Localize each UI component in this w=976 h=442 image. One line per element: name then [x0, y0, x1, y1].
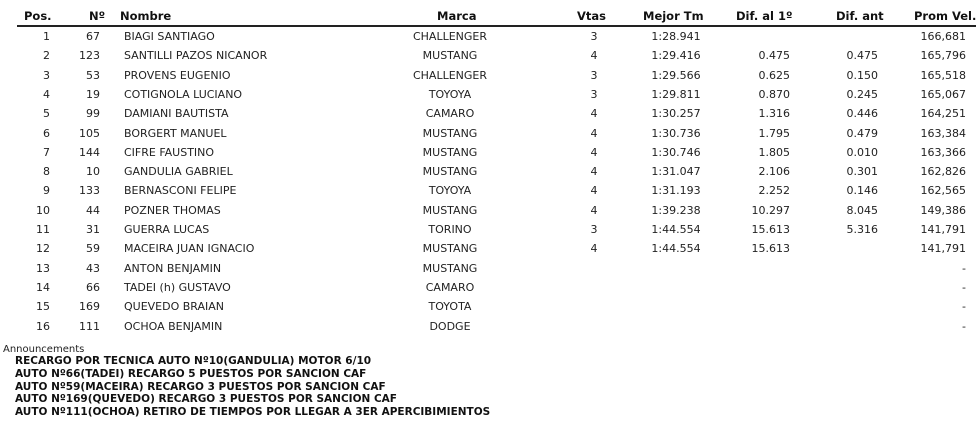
cell-marca: MUSTANG	[422, 203, 478, 217]
cell-pos: 9	[43, 184, 50, 198]
cell-mejor: 1:30.257	[651, 107, 701, 121]
cell-prom: 164,251	[920, 107, 966, 121]
cell-prom: 163,366	[920, 145, 966, 159]
cell-difant: 0.479	[846, 126, 878, 140]
cell-pos: 11	[36, 223, 50, 236]
cell-marca: CAMARO	[425, 280, 475, 294]
cell-vtas: 3	[590, 68, 598, 82]
cell-num: 105	[79, 126, 100, 140]
cell-nombre: QUEVEDO BRAIAN	[124, 300, 225, 314]
cell-pos: 7	[43, 145, 50, 159]
cell-nombre: MACEIRA JUAN IGNACIO	[124, 242, 255, 256]
header-vtas: Vtas	[577, 9, 607, 23]
cell-nombre: COTIGNOLA LUCIANO	[124, 87, 243, 101]
cell-vtas: 4	[590, 145, 598, 159]
cell-nombre: BIAGI SANTIAGO	[124, 30, 215, 43]
cell-prom: -	[962, 300, 966, 314]
header-marca: Marca	[437, 9, 477, 23]
cell-nombre: GUERRA LUCAS	[124, 223, 210, 236]
cell-marca: MUSTANG	[422, 165, 478, 179]
cell-num: 111	[79, 319, 100, 333]
cell-prom: 163,384	[920, 126, 966, 140]
cell-dif1: 2.252	[758, 184, 790, 198]
cell-pos: 1	[43, 30, 50, 43]
cell-nombre: GANDULIA GABRIEL	[124, 165, 233, 179]
cell-marca: MUSTANG	[422, 242, 478, 256]
cell-dif1: 1.316	[758, 107, 790, 121]
cell-marca: CHALLENGER	[412, 68, 488, 82]
cell-vtas: 4	[590, 242, 598, 256]
cell-num: 10	[86, 165, 100, 179]
cell-dif1: 15.613	[751, 223, 790, 236]
header-dif-ant: Dif. ant	[836, 9, 884, 23]
cell-num: 59	[86, 242, 100, 256]
cell-num: 53	[86, 68, 100, 82]
cell-marca: MUSTANG	[422, 126, 478, 140]
cell-nombre: TADEI (h) GUSTAVO	[124, 280, 231, 294]
announcement-line: AUTO Nº59(MACEIRA) RECARGO 3 PUESTOS POR SANCION CAF	[15, 380, 386, 393]
header-pos: Pos.	[24, 9, 52, 23]
cell-dif1: 2.106	[758, 165, 790, 179]
header-divider	[17, 25, 976, 27]
cell-num: 99	[86, 107, 100, 121]
cell-dif1: 0.870	[758, 87, 790, 101]
cell-pos: 13	[36, 261, 50, 275]
cell-vtas: 4	[590, 107, 598, 121]
announcement-line: RECARGO POR TECNICA AUTO Nº10(GANDULIA) MOTOR 6/10	[15, 355, 372, 367]
cell-mejor: 1:29.811	[651, 87, 701, 101]
cell-difant: 0.446	[846, 107, 878, 121]
cell-nombre: SANTILLI PAZOS NICANOR	[124, 49, 268, 63]
cell-prom: 165,518	[920, 68, 966, 82]
cell-pos: 16	[36, 319, 50, 333]
cell-mejor: 1:44.554	[651, 223, 701, 236]
announcement-line: AUTO Nº169(QUEVEDO) RECARGO 3 PUESTOS POR SANCION CAF	[15, 393, 397, 406]
cell-num: 67	[86, 30, 100, 43]
cell-difant: 0.245	[846, 87, 878, 101]
cell-mejor: 1:30.746	[651, 145, 701, 159]
cell-vtas: 4	[590, 126, 598, 140]
cell-nombre: ANTON BENJAMIN	[124, 261, 222, 275]
cell-pos: 14	[36, 280, 50, 294]
cell-prom: -	[962, 280, 966, 294]
cell-marca: MUSTANG	[422, 145, 478, 159]
cell-nombre: BERNASCONI FELIPE	[124, 184, 237, 198]
cell-marca: MUSTANG	[422, 49, 478, 63]
cell-pos: 6	[43, 126, 50, 140]
cell-nombre: CIFRE FAUSTINO	[124, 145, 215, 159]
cell-difant: 8.045	[846, 203, 878, 217]
cell-marca: CAMARO	[425, 107, 475, 121]
cell-prom: 165,796	[920, 49, 966, 63]
header-mejor-tm: Mejor Tm	[643, 9, 704, 23]
header-number: Nº	[89, 9, 106, 23]
cell-dif1: 0.475	[758, 49, 790, 63]
announcement-line: AUTO Nº111(OCHOA) RETIRO DE TIEMPOS POR LLEGAR A 3ER APERCIBIMIENTOS	[15, 406, 491, 419]
announcement-line: AUTO Nº66(TADEI) RECARGO 5 PUESTOS POR SANCION CAF	[15, 367, 367, 380]
cell-difant: 5.316	[846, 223, 878, 236]
cell-mejor: 1:28.941	[651, 30, 701, 43]
cell-prom: 149,386	[920, 203, 966, 217]
cell-dif1: 1.795	[758, 126, 790, 140]
header-dif-al-1: Dif. al 1º	[736, 9, 793, 23]
cell-mejor: 1:30.736	[651, 126, 701, 140]
cell-pos: 8	[43, 165, 50, 179]
cell-mejor: 1:31.047	[651, 165, 701, 179]
cell-num: 169	[79, 300, 100, 314]
cell-difant: 0.301	[846, 165, 878, 179]
cell-vtas: 3	[590, 30, 598, 43]
cell-pos: 3	[43, 68, 50, 82]
cell-vtas: 4	[590, 165, 598, 179]
cell-pos: 2	[43, 49, 50, 63]
header-nombre: Nombre	[120, 9, 172, 23]
cell-prom: 166,681	[920, 30, 966, 43]
cell-vtas: 4	[590, 184, 598, 198]
cell-mejor: 1:39.238	[651, 203, 701, 217]
cell-num: 66	[86, 280, 100, 294]
cell-marca: TOYOYA	[428, 87, 472, 101]
cell-prom: -	[962, 319, 966, 333]
cell-num: 31	[86, 223, 100, 236]
cell-marca: MUSTANG	[422, 261, 478, 275]
cell-difant: 0.475	[846, 49, 878, 63]
cell-vtas: 3	[590, 87, 598, 101]
cell-nombre: POZNER THOMAS	[124, 203, 221, 217]
cell-pos: 4	[43, 87, 50, 101]
cell-mejor: 1:31.193	[651, 184, 701, 198]
cell-nombre: PROVENS EUGENIO	[124, 68, 231, 82]
cell-vtas: 4	[590, 49, 598, 63]
cell-dif1: 10.297	[751, 203, 790, 217]
cell-vtas: 4	[590, 203, 598, 217]
cell-difant: 0.146	[846, 184, 878, 198]
cell-marca: DODGE	[429, 319, 471, 333]
cell-marca: TORINO	[428, 223, 472, 236]
cell-vtas: 3	[590, 223, 598, 236]
cell-prom: 141,791	[920, 223, 966, 236]
cell-pos: 15	[36, 300, 50, 314]
cell-mejor: 1:29.566	[651, 68, 701, 82]
cell-mejor: 1:44.554	[651, 242, 701, 256]
cell-pos: 10	[36, 203, 50, 217]
cell-mejor: 1:29.416	[651, 49, 701, 63]
cell-dif1: 15.613	[751, 242, 790, 256]
cell-pos: 5	[43, 107, 50, 121]
cell-nombre: DAMIANI BAUTISTA	[124, 107, 229, 121]
header-prom-vel: Prom Vel.	[914, 9, 976, 23]
announcements-label: Announcements	[3, 344, 85, 355]
cell-prom: 162,565	[920, 184, 966, 198]
cell-prom: 141,791	[920, 242, 966, 256]
cell-num: 44	[86, 203, 100, 217]
cell-prom: -	[962, 261, 966, 275]
cell-dif1: 1.805	[758, 145, 790, 159]
cell-num: 43	[86, 261, 100, 275]
cell-num: 123	[79, 49, 100, 63]
cell-num: 144	[79, 145, 100, 159]
cell-difant: 0.010	[846, 145, 878, 159]
cell-marca: CHALLENGER	[412, 30, 488, 43]
cell-nombre: BORGERT MANUEL	[124, 126, 227, 140]
cell-prom: 162,826	[920, 165, 966, 179]
cell-nombre: OCHOA BENJAMIN	[124, 319, 223, 333]
cell-dif1: 0.625	[758, 68, 790, 82]
cell-marca: TOYOYA	[428, 184, 472, 198]
cell-num: 133	[79, 184, 100, 198]
cell-pos: 12	[36, 242, 50, 256]
cell-marca: TOYOTA	[428, 300, 472, 314]
cell-num: 19	[86, 87, 100, 101]
cell-prom: 165,067	[920, 87, 966, 101]
cell-difant: 0.150	[846, 68, 878, 82]
